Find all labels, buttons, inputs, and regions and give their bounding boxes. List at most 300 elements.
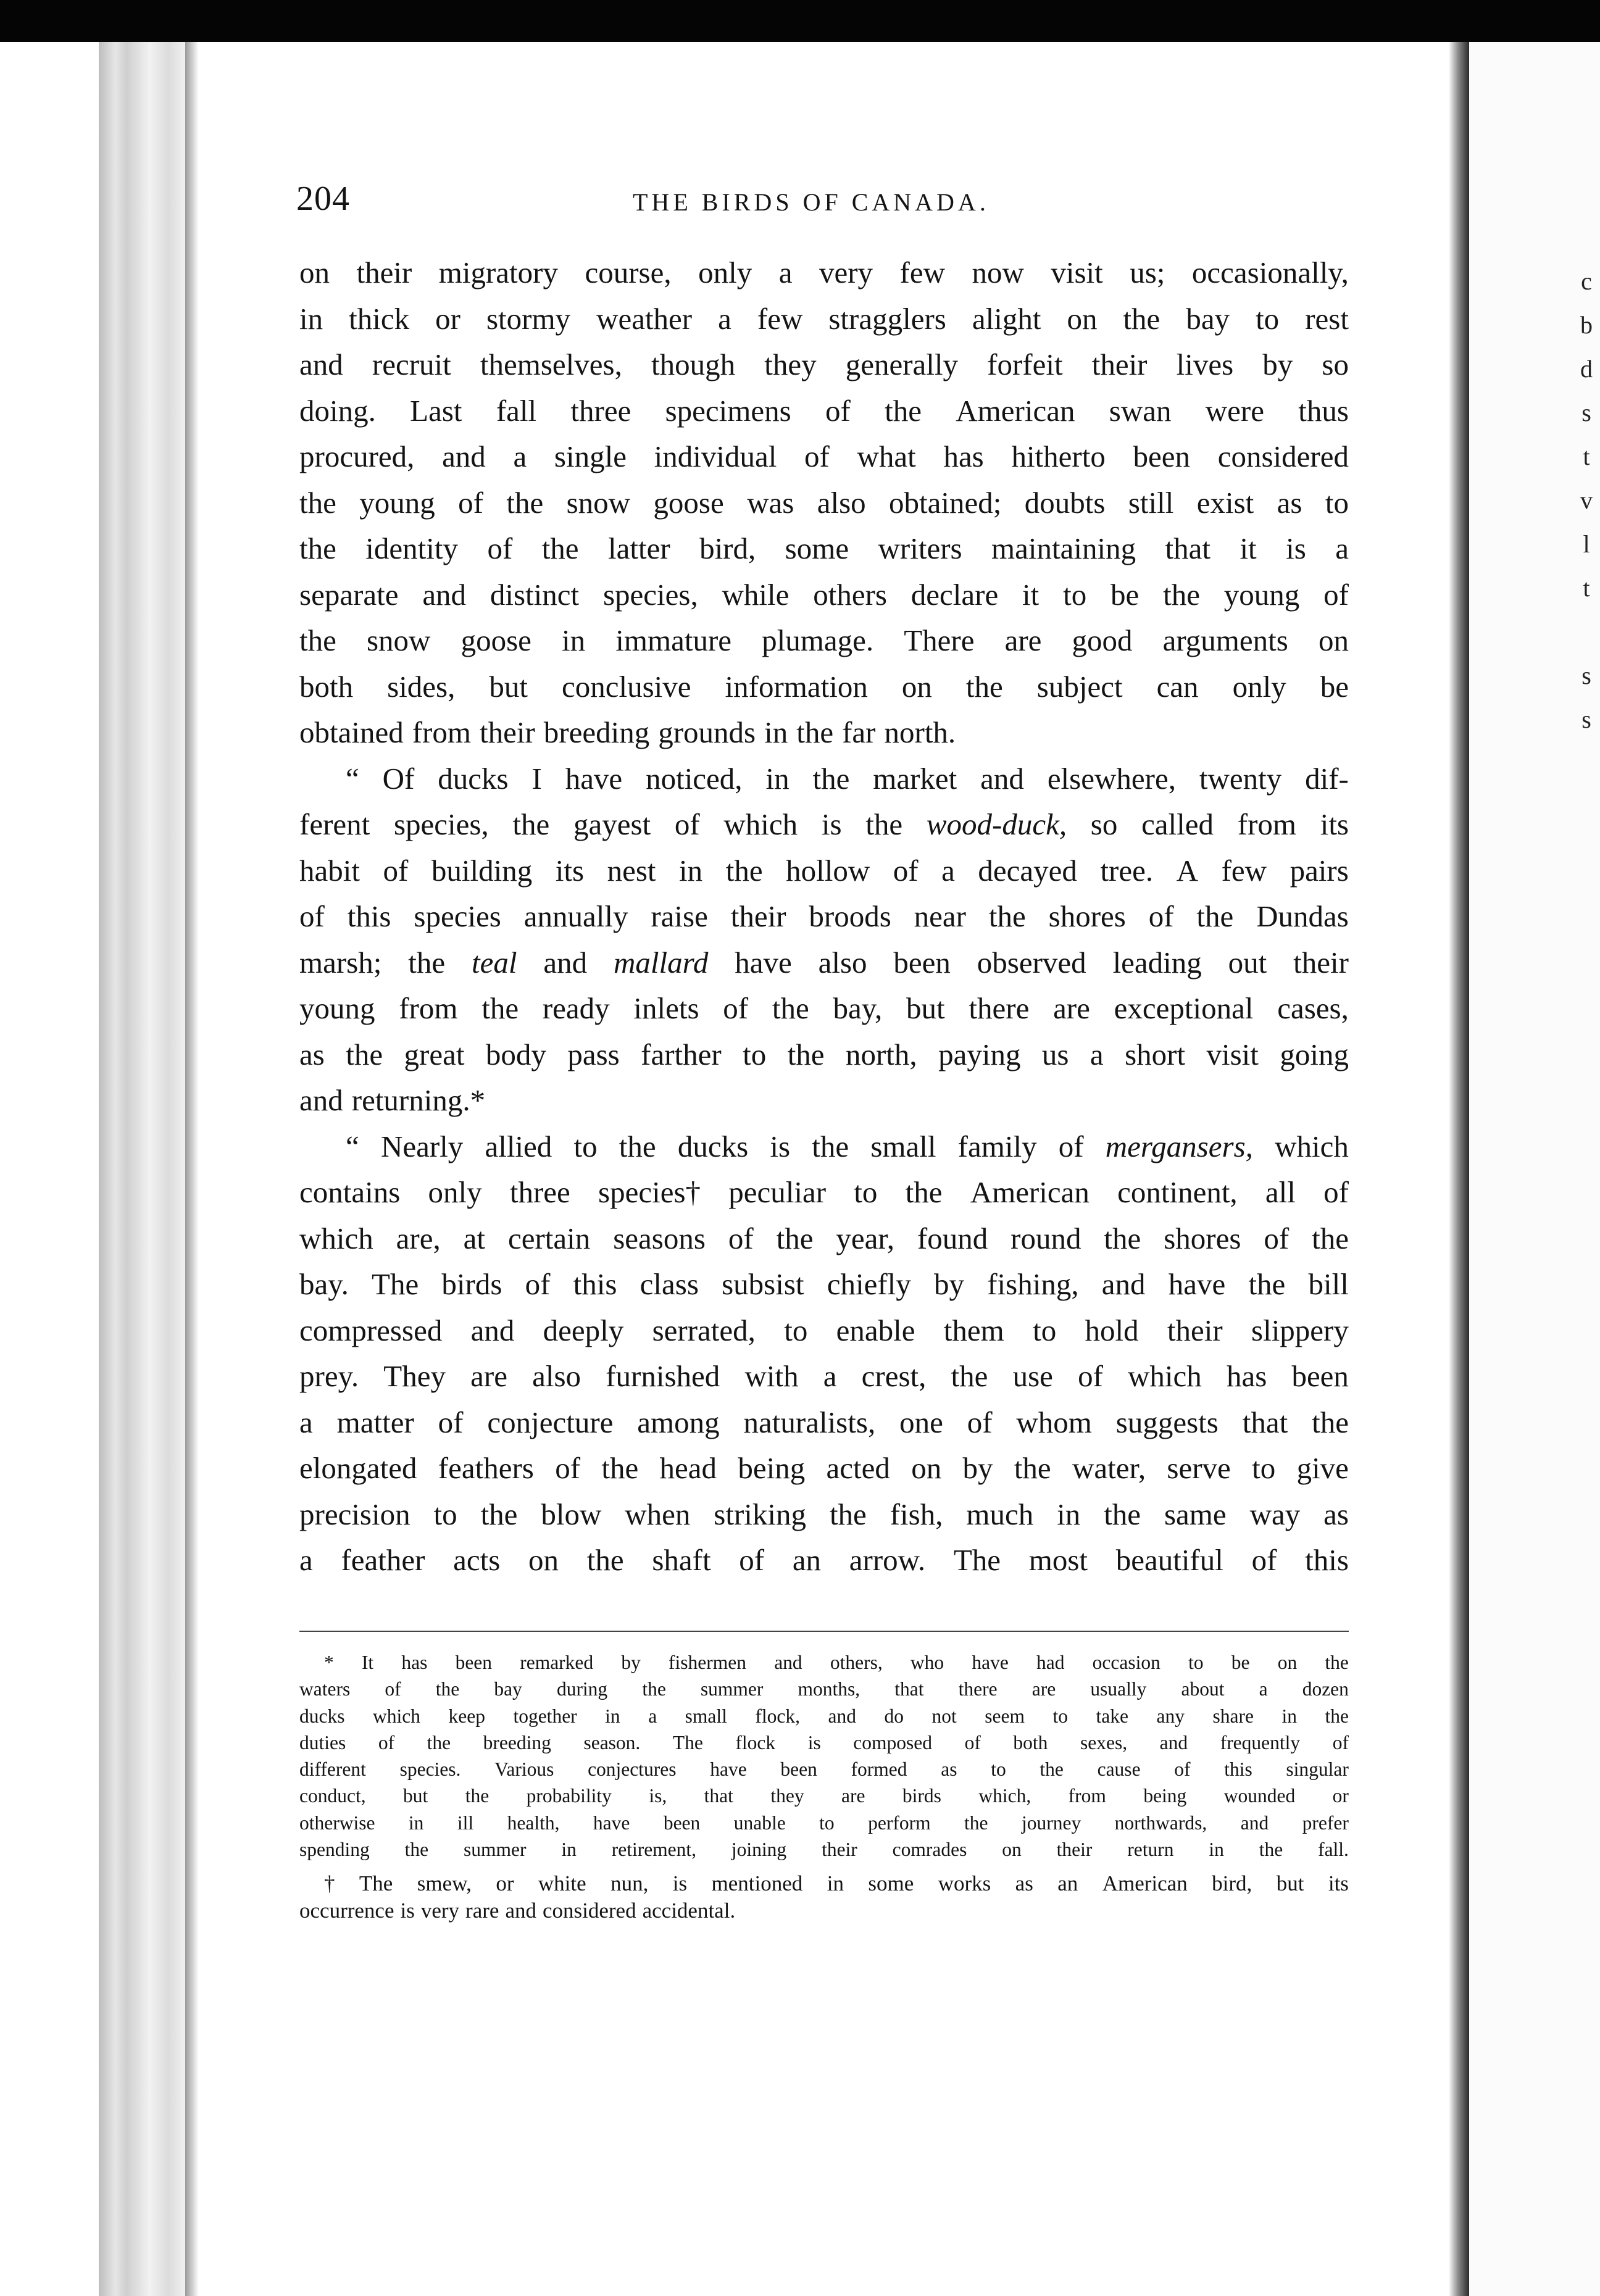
word: declare (910, 577, 999, 612)
word: the (408, 945, 446, 980)
word: been (1133, 439, 1191, 473)
word: been (780, 1758, 817, 1781)
word: this (347, 899, 391, 933)
word: obtained (299, 715, 404, 749)
word: the (885, 393, 922, 428)
word: of (1323, 577, 1349, 612)
word: single (554, 439, 627, 473)
word: flock, (755, 1705, 801, 1727)
word: the (346, 1037, 383, 1071)
word: dozen (1302, 1678, 1349, 1700)
word: at (463, 1221, 486, 1255)
word: occasionally, (1191, 256, 1349, 289)
word: an (792, 1543, 822, 1577)
word: they (764, 347, 817, 381)
word: going (1280, 1037, 1349, 1071)
word: mergansers, (1105, 1129, 1253, 1163)
word: rest (1305, 301, 1349, 336)
word: suggests (1115, 1405, 1219, 1439)
word: A (1176, 853, 1199, 888)
word: or (1332, 1785, 1349, 1807)
word: Of (382, 761, 415, 796)
word: the (812, 1129, 849, 1163)
word: one (899, 1405, 943, 1439)
word: Last (410, 393, 462, 428)
word: its (1320, 807, 1349, 841)
word: visit (1051, 256, 1103, 289)
word: great (404, 1037, 465, 1071)
word: separate (299, 577, 399, 612)
word: there (958, 1678, 998, 1700)
word: subject (1036, 669, 1123, 704)
word: ducks (438, 761, 509, 796)
word: a (941, 853, 955, 888)
footnote-line (299, 1870, 1349, 1897)
page-edge-shadow (185, 42, 199, 2296)
word: bird, (1212, 1871, 1252, 1896)
word: ducks (677, 1129, 749, 1163)
word: as (1323, 1497, 1349, 1531)
word: can (1156, 669, 1199, 704)
word: marsh; (299, 945, 382, 980)
facing-letter: t (1583, 443, 1590, 470)
footnote-line (299, 1729, 1349, 1756)
word: rare (465, 1899, 499, 1923)
word: sexes, (1080, 1731, 1128, 1753)
word: returning.* (351, 1083, 486, 1117)
word: in (408, 1811, 424, 1834)
text-line (299, 342, 1349, 388)
word: north. (884, 715, 956, 749)
word: to (1325, 485, 1349, 520)
word: in (764, 715, 788, 749)
word: on (911, 1451, 942, 1485)
word: is, (649, 1785, 667, 1807)
word: cause (1097, 1758, 1141, 1781)
word: perform (868, 1811, 931, 1834)
word: are (470, 1359, 507, 1393)
word: the (642, 1678, 666, 1700)
word: keep (448, 1705, 485, 1727)
page-number: 204 (296, 180, 350, 218)
word: exceptional (1114, 991, 1254, 1025)
word: of (378, 1731, 395, 1753)
word: their (822, 1839, 857, 1861)
word: young (299, 991, 375, 1025)
footnote-line (299, 1897, 1349, 1924)
word: and (442, 439, 486, 473)
word: in (561, 1839, 577, 1861)
word: in (827, 1871, 844, 1896)
word: year, (836, 1221, 894, 1255)
word: during (556, 1678, 608, 1700)
word: They (383, 1359, 446, 1393)
word: fall. (1318, 1839, 1349, 1861)
word: noticed, (646, 761, 743, 796)
word: their (1293, 945, 1349, 980)
word: of (385, 1678, 401, 1700)
text-line (299, 664, 1349, 710)
word: of (1323, 1175, 1349, 1209)
word: most (1028, 1543, 1088, 1577)
word: otherwise (299, 1811, 375, 1834)
word: in (765, 761, 790, 796)
word: that (704, 1785, 733, 1807)
word: small (685, 1705, 727, 1727)
word: few (757, 301, 803, 336)
word: also (532, 1359, 581, 1393)
word: and (505, 1899, 536, 1923)
word: about (1181, 1678, 1225, 1700)
word: * (324, 1652, 334, 1673)
word: There (904, 623, 975, 657)
word: young (1223, 577, 1300, 612)
word: the (506, 485, 544, 520)
word: wood-duck, (926, 807, 1067, 841)
word: this (1224, 1758, 1252, 1781)
footnote-line (299, 1782, 1349, 1809)
word: though (651, 347, 736, 381)
word: the (435, 1678, 460, 1700)
word: to (743, 1037, 767, 1071)
word: tree. (1100, 853, 1154, 888)
word: building (431, 853, 533, 888)
word: inlets (633, 991, 699, 1025)
word: snow (566, 485, 631, 520)
word: still (1128, 485, 1174, 520)
word: cases, (1277, 991, 1349, 1025)
word: wounded (1223, 1785, 1296, 1807)
word: few (1221, 853, 1267, 888)
word: called (1141, 807, 1214, 841)
word: thick (349, 301, 410, 336)
word: this (1305, 1543, 1349, 1577)
word: from (412, 715, 471, 749)
word: from (1068, 1785, 1106, 1807)
word: on (299, 256, 330, 289)
word: to (1256, 301, 1280, 336)
word: the (601, 1451, 639, 1485)
word: considered (542, 1899, 636, 1923)
word: others (813, 577, 887, 612)
running-head (296, 179, 1349, 222)
word: are, (396, 1221, 441, 1255)
word: decayed (978, 853, 1077, 888)
word: same (1164, 1497, 1227, 1531)
word: summer (700, 1678, 764, 1700)
word: when (625, 1497, 691, 1531)
word: of (825, 393, 851, 428)
word: while (722, 577, 790, 612)
word: a (718, 301, 731, 336)
word: found (917, 1221, 988, 1255)
word: whom (1016, 1405, 1092, 1439)
facing-letter: s (1581, 662, 1591, 689)
text-line (299, 1537, 1349, 1584)
word: acts (453, 1543, 501, 1577)
footnote-line (299, 1810, 1349, 1836)
word: of (739, 1543, 765, 1577)
word: use (1012, 1359, 1053, 1393)
word: breeding (483, 1731, 551, 1753)
facing-letter: v (1580, 486, 1593, 514)
word: the (299, 531, 336, 565)
word: the (964, 1811, 988, 1834)
word: nest (607, 853, 656, 888)
word: the (1325, 1705, 1349, 1727)
word: not (931, 1705, 957, 1727)
word: is (1286, 531, 1306, 565)
word: species, (602, 577, 698, 612)
word: have (972, 1652, 1009, 1673)
word: only (698, 256, 752, 289)
word: some (868, 1871, 914, 1896)
running-title: THE BIRDS OF CANADA. (633, 188, 990, 216)
text-line (299, 1445, 1349, 1492)
facing-letter: s (1581, 399, 1591, 426)
word: summer (463, 1839, 527, 1861)
word: subsist (722, 1267, 804, 1301)
word: the (787, 1037, 825, 1071)
word: the (725, 853, 763, 888)
word: hitherto (1011, 439, 1106, 473)
word: striking (714, 1497, 807, 1531)
word: what (857, 439, 916, 473)
word: body (485, 1037, 546, 1071)
word: small (870, 1129, 936, 1163)
word: north, (845, 1037, 917, 1071)
word: of (383, 853, 409, 888)
word: the (965, 669, 1003, 704)
word: on (1277, 1652, 1298, 1673)
word: grounds (658, 715, 756, 749)
word: seem (985, 1705, 1025, 1727)
word: the (465, 1785, 490, 1807)
word: deeply (543, 1313, 624, 1347)
text-line (299, 526, 1349, 572)
facing-letter: c (1581, 267, 1592, 295)
text-line (299, 802, 1349, 848)
word: † (324, 1871, 335, 1896)
word: information (725, 669, 868, 704)
word: conduct, (299, 1785, 366, 1807)
word: others, (830, 1652, 883, 1673)
word: breeding (543, 715, 650, 749)
word: to (784, 1313, 808, 1347)
word: us (1041, 1037, 1069, 1071)
word: share (1212, 1705, 1254, 1727)
word: the (988, 899, 1026, 933)
text-line (299, 1216, 1349, 1262)
word: three (509, 1175, 570, 1209)
word: all (1265, 1175, 1296, 1209)
word: any (1156, 1705, 1185, 1727)
word: weather (596, 301, 693, 336)
text-line (299, 756, 1349, 802)
word: distinct (490, 577, 580, 612)
word: the (541, 531, 579, 565)
word: bay, (833, 991, 883, 1025)
word: American (1102, 1871, 1188, 1896)
word: the (1040, 1758, 1064, 1781)
word: by (962, 1451, 993, 1485)
word: their (1167, 1313, 1223, 1347)
word: have (710, 1758, 747, 1781)
word: them (943, 1313, 1004, 1347)
word: they (770, 1785, 804, 1807)
word: the (1312, 1405, 1349, 1439)
word: feather (341, 1543, 425, 1577)
word: family (957, 1129, 1037, 1163)
word: which (299, 1221, 373, 1255)
word: individual (654, 439, 777, 473)
word: and (299, 347, 343, 381)
word: shaft (652, 1543, 711, 1577)
word: to (573, 1129, 598, 1163)
word: but (489, 669, 528, 704)
word: smew, (417, 1871, 472, 1896)
word: and (1159, 1731, 1188, 1753)
word: arguments (1162, 623, 1288, 657)
word: and (1101, 1267, 1146, 1301)
facing-page-letters (1573, 259, 1600, 741)
word: Nearly (380, 1129, 464, 1163)
word: conclusive (562, 669, 691, 704)
word: remarked (520, 1652, 594, 1673)
word: on (528, 1543, 559, 1577)
word: with (744, 1359, 799, 1393)
word: exist (1196, 485, 1254, 520)
word: probability (526, 1785, 612, 1807)
word: American (970, 1175, 1090, 1209)
word: American (956, 393, 1075, 428)
word: maintaining (991, 531, 1136, 565)
paragraph-3 (299, 1124, 1349, 1584)
word: that (1242, 1405, 1288, 1439)
word: to (1052, 1705, 1069, 1727)
word: to (1188, 1652, 1204, 1673)
facing-letter: d (1580, 355, 1593, 383)
book-gutter (1449, 42, 1469, 2296)
word: Various (494, 1758, 554, 1781)
word: species† (598, 1175, 701, 1209)
text-line (299, 848, 1349, 894)
word: as (299, 1037, 325, 1071)
footnote-asterisk (299, 1649, 1349, 1863)
word: are (1053, 991, 1090, 1025)
word: there (969, 991, 1030, 1025)
word: good (1072, 623, 1133, 657)
word: as (1015, 1871, 1033, 1896)
word: which (1128, 1359, 1202, 1393)
word: a (1259, 1678, 1268, 1700)
word: have (565, 761, 623, 796)
word: was (747, 485, 794, 520)
word: habit (299, 853, 360, 888)
word: in (1209, 1839, 1224, 1861)
word: is (770, 1129, 791, 1163)
word: serve (1167, 1451, 1231, 1485)
word: the (776, 1221, 814, 1255)
word: that (894, 1678, 924, 1700)
word: I (531, 761, 542, 796)
word: class (640, 1267, 699, 1301)
word: the (299, 623, 336, 657)
word: different (299, 1758, 366, 1781)
facing-letter: t (1583, 574, 1590, 602)
word: the (1163, 577, 1200, 612)
word: annually (523, 899, 628, 933)
word: bird, (699, 531, 756, 565)
word: gayest (573, 807, 651, 841)
word: now (972, 256, 1024, 289)
word: it (1240, 531, 1257, 565)
word: fishermen (669, 1652, 746, 1673)
word: allied (485, 1129, 552, 1163)
text-line (299, 1262, 1349, 1308)
word: of (1174, 1758, 1191, 1781)
word: leading (1112, 945, 1202, 980)
word: of (438, 1405, 464, 1439)
word: contains (299, 1175, 401, 1209)
word: flock (735, 1731, 776, 1753)
word: journey (1021, 1811, 1081, 1834)
word: been (455, 1652, 493, 1673)
word: fall (496, 393, 537, 428)
word: their (356, 256, 412, 289)
word: the (829, 1497, 867, 1531)
word: pairs (1290, 853, 1349, 888)
word: in (1057, 1497, 1081, 1531)
word: which (373, 1705, 420, 1727)
text-line (299, 388, 1349, 435)
word: very (420, 1899, 460, 1923)
word: an (1057, 1871, 1078, 1896)
word: three (570, 393, 631, 428)
paragraph-2 (299, 756, 1349, 1124)
word: slippery (1251, 1313, 1349, 1347)
footnotes (299, 1649, 1349, 1924)
word: snow (366, 623, 431, 657)
word: stragglers (828, 301, 946, 336)
word: are (1004, 623, 1042, 657)
word: some (785, 531, 849, 565)
word: in (562, 623, 586, 657)
text-line (299, 986, 1349, 1032)
text-line (299, 1400, 1349, 1446)
word: have (735, 945, 792, 980)
text-line (299, 480, 1349, 526)
word: its (555, 853, 585, 888)
word: of (1264, 1221, 1290, 1255)
word: birds (902, 1785, 941, 1807)
word: northwards, (1114, 1811, 1207, 1834)
body-text (299, 250, 1349, 1584)
word: the (586, 1543, 624, 1577)
word: and (980, 761, 1024, 796)
text-line (299, 710, 1349, 756)
word: immature (615, 623, 732, 657)
word: shores (1048, 899, 1126, 933)
word: works (938, 1871, 991, 1896)
word: to (1033, 1313, 1057, 1347)
word: broods (809, 899, 891, 933)
facing-letter: l (1583, 530, 1590, 558)
word: serrated, (652, 1313, 756, 1347)
footnote-line (299, 1703, 1349, 1729)
word: goose (653, 485, 724, 520)
word: is (400, 1899, 415, 1923)
